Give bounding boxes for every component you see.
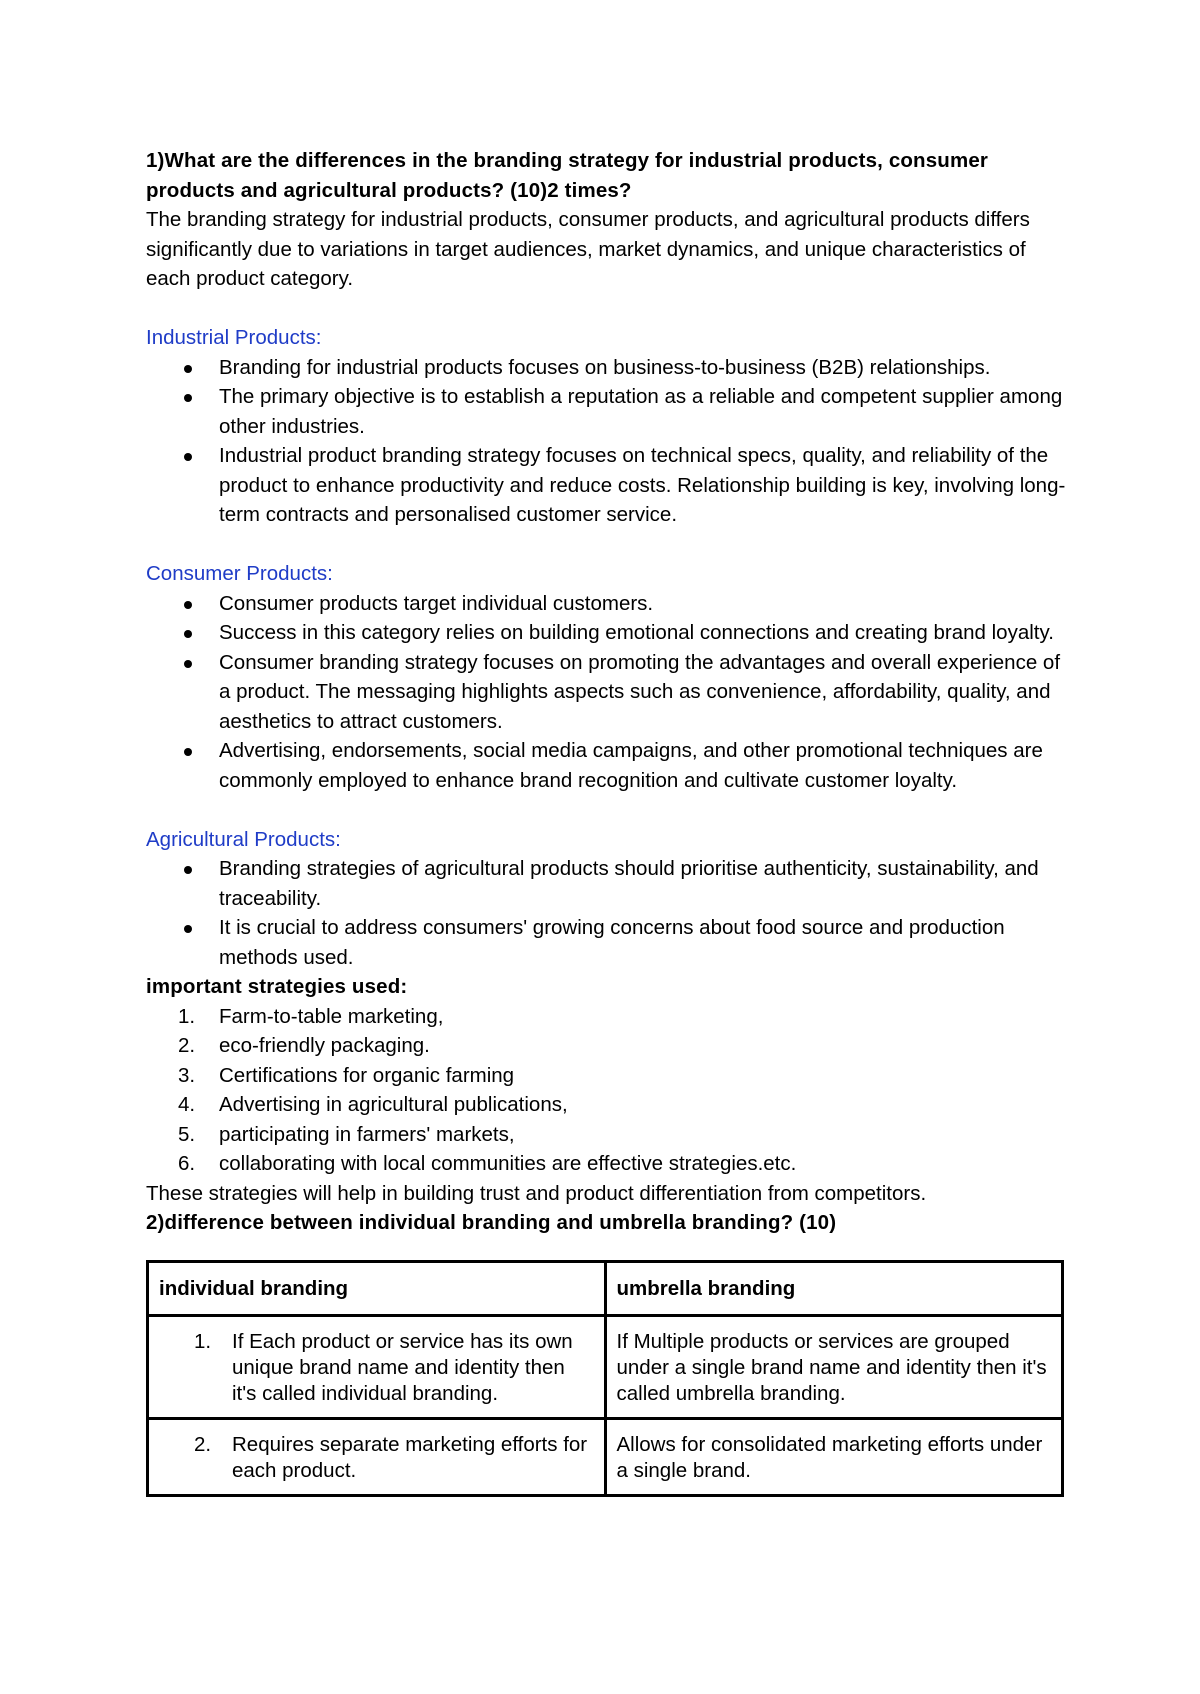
list-item-text: Branding for industrial products focuses on business-to-business (B2B) relationships. — [219, 355, 991, 379]
numbered-item — [159, 1432, 594, 1484]
cell-text: Requires separate marketing efforts for each product. — [232, 1432, 588, 1482]
bullet-icon — [184, 630, 192, 638]
list-item — [219, 589, 1070, 619]
list-item-text: eco-friendly packaging. — [219, 1034, 430, 1057]
list-item — [178, 1090, 1070, 1120]
list-item-text: collaborating with local communities are effective strategies.etc. — [219, 1152, 797, 1175]
list-item — [219, 913, 1070, 972]
list-item — [178, 1002, 1070, 1032]
bullet-icon — [184, 925, 192, 933]
strategies-conclusion: These strategies will help in building trust and product differentiation from competitors. — [146, 1181, 927, 1205]
list-number: 2. — [178, 1034, 196, 1057]
list-item-text: Success in this category relies on building emotional connections and creating brand loyalty. — [219, 621, 1054, 644]
table-header-individual: individual branding — [148, 1261, 606, 1315]
bullet-icon — [184, 660, 192, 668]
table-row — [148, 1315, 1063, 1418]
bullet-icon — [184, 748, 192, 756]
table-cell-umbrella: If Multiple products or services are grouped under a single brand name and identity then it's called umbrella branding. — [605, 1315, 1063, 1418]
list-item — [219, 382, 1070, 441]
list-item-text: Advertising in agricultural publications, — [219, 1093, 568, 1116]
list-item-text: Farm-to-table marketing, — [219, 1004, 444, 1028]
consumer-list — [146, 589, 1070, 796]
list-number: 1. — [178, 1004, 196, 1028]
list-number: 5. — [178, 1122, 196, 1146]
numbered-item — [159, 1329, 594, 1407]
bullet-icon — [184, 365, 192, 373]
spacer — [146, 294, 1070, 324]
agricultural-list — [146, 854, 1070, 972]
consumer-heading: Consumer Products: — [146, 562, 333, 585]
list-item-text: Advertising, endorsements, social media campaigns, and other promotional techniques are commonly employed to enhance brand recognition and cultivate customer loyalty. — [219, 739, 1043, 792]
list-item-text: The primary objective is to establish a reputation as a reliable and competent supplier among other industries. — [219, 385, 1063, 438]
list-item — [178, 1120, 1070, 1150]
list-item — [178, 1149, 1070, 1179]
list-item-text: Industrial product branding strategy focuses on technical specs, quality, and reliability of the product to enhance productivity and reduce costs. Relationship building is key, involving long-term contracts and personalised customer service. — [219, 444, 1066, 526]
bullet-icon — [184, 453, 192, 461]
list-number: 1. — [194, 1329, 212, 1353]
list-item-text: Certifications for organic farming — [219, 1063, 515, 1087]
list-number: 3. — [178, 1063, 196, 1087]
table-header-umbrella: umbrella branding — [605, 1261, 1063, 1315]
table-cell-individual — [148, 1418, 606, 1495]
list-item — [178, 1031, 1070, 1061]
list-item — [178, 1061, 1070, 1091]
branding-comparison-table — [146, 1260, 1064, 1497]
question-2-title: 2)difference between individual branding and umbrella branding? (10) — [146, 1211, 837, 1234]
spacer — [146, 795, 1070, 825]
industrial-heading: Industrial Products: — [146, 326, 322, 349]
question-1-title-line2: products and agricultural products? (10)2 times? — [146, 178, 632, 202]
question-1-intro: The branding strategy for industrial products, consumer products, and agricultural products differs significantly due to variations in target audiences, market dynamics, and unique characteristics of each product category. — [146, 208, 1030, 290]
list-item — [219, 441, 1070, 530]
list-number: 4. — [178, 1093, 196, 1116]
list-item — [219, 648, 1070, 737]
bullet-icon — [184, 866, 192, 874]
list-item-text: It is crucial to address consumers' growing concerns about food source and production methods used. — [219, 916, 1005, 969]
list-item-text: participating in farmers' markets, — [219, 1122, 515, 1146]
list-number: 2. — [194, 1432, 212, 1456]
table-header-row — [148, 1261, 1063, 1315]
question-1-title-line1: 1)What are the differences in the branding strategy for industrial products, consumer — [146, 149, 988, 172]
bullet-icon — [184, 601, 192, 609]
list-number: 6. — [178, 1152, 196, 1175]
table-cell-individual — [148, 1315, 606, 1418]
table-row — [148, 1418, 1063, 1495]
agricultural-heading: Agricultural Products: — [146, 827, 341, 851]
question-1-title — [146, 146, 1070, 205]
strategies-label: important strategies used: — [146, 975, 408, 998]
list-item — [219, 353, 1070, 383]
cell-text: If Each product or service has its own unique brand name and identity then it's called individual branding. — [232, 1329, 573, 1405]
list-item-text: Consumer products target individual customers. — [219, 591, 654, 615]
list-item — [219, 736, 1070, 795]
list-item-text: Consumer branding strategy focuses on promoting the advantages and overall experience of a product. The messaging highlights aspects such as convenience, affordability, quality, and aesthetics to attract customers. — [219, 650, 1061, 733]
table-cell-umbrella: Allows for consolidated marketing efforts under a single brand. — [605, 1418, 1063, 1495]
list-item-text: Branding strategies of agricultural products should prioritise authenticity, sustainability, and traceability. — [219, 857, 1039, 910]
industrial-list — [146, 353, 1070, 530]
bullet-icon — [184, 394, 192, 402]
strategies-list — [146, 1002, 1070, 1179]
list-item — [219, 854, 1070, 913]
list-item — [219, 618, 1070, 648]
spacer — [146, 530, 1070, 560]
